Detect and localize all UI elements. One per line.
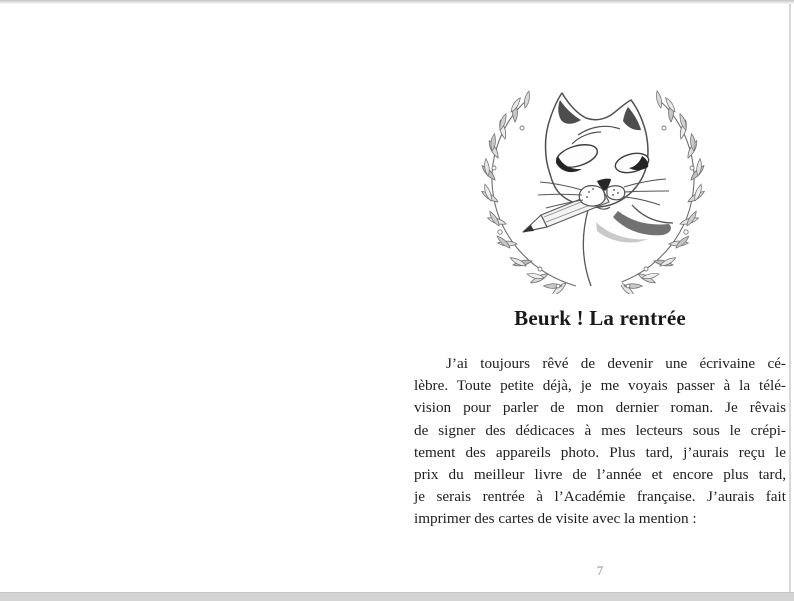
body-line: prix du meilleur livre de l’année et encore plus tard,: [414, 466, 786, 484]
body-line: je serais rentrée à l’Académie française. J’aurais fait: [414, 488, 786, 506]
cat-head: [523, 93, 673, 290]
cat-laurel-illustration: [470, 64, 710, 294]
body-line: lèbre. Toute petite déjà, je me voyais passer à la télé-: [414, 377, 786, 395]
page-number: 7: [596, 564, 604, 578]
chapter-title: Beurk ! La rentrée: [514, 306, 686, 330]
body-line: tement des appareils photo. Plus tard, j’aurais reçu le: [414, 443, 786, 461]
page-left-blank[interactable]: [0, 4, 397, 592]
page-right[interactable]: [397, 4, 789, 592]
page-right-edge-line: [789, 4, 791, 592]
body-line: de signer des dédicaces à mes lecteurs sous le crépi-: [414, 421, 786, 439]
chapter-body: [414, 353, 786, 531]
cat-with-pencil-in-laurel-wreath-icon: [470, 64, 710, 294]
window-bottom-edge: [0, 592, 794, 601]
body-line: J’ai toujours rêvé de devenir une écrivaine cé-: [446, 355, 786, 372]
body-line: imprimer des cartes de visite avec la mention :: [414, 510, 697, 528]
body-line: vision pour parler de mon dernier roman. Je rêvais: [414, 399, 786, 417]
